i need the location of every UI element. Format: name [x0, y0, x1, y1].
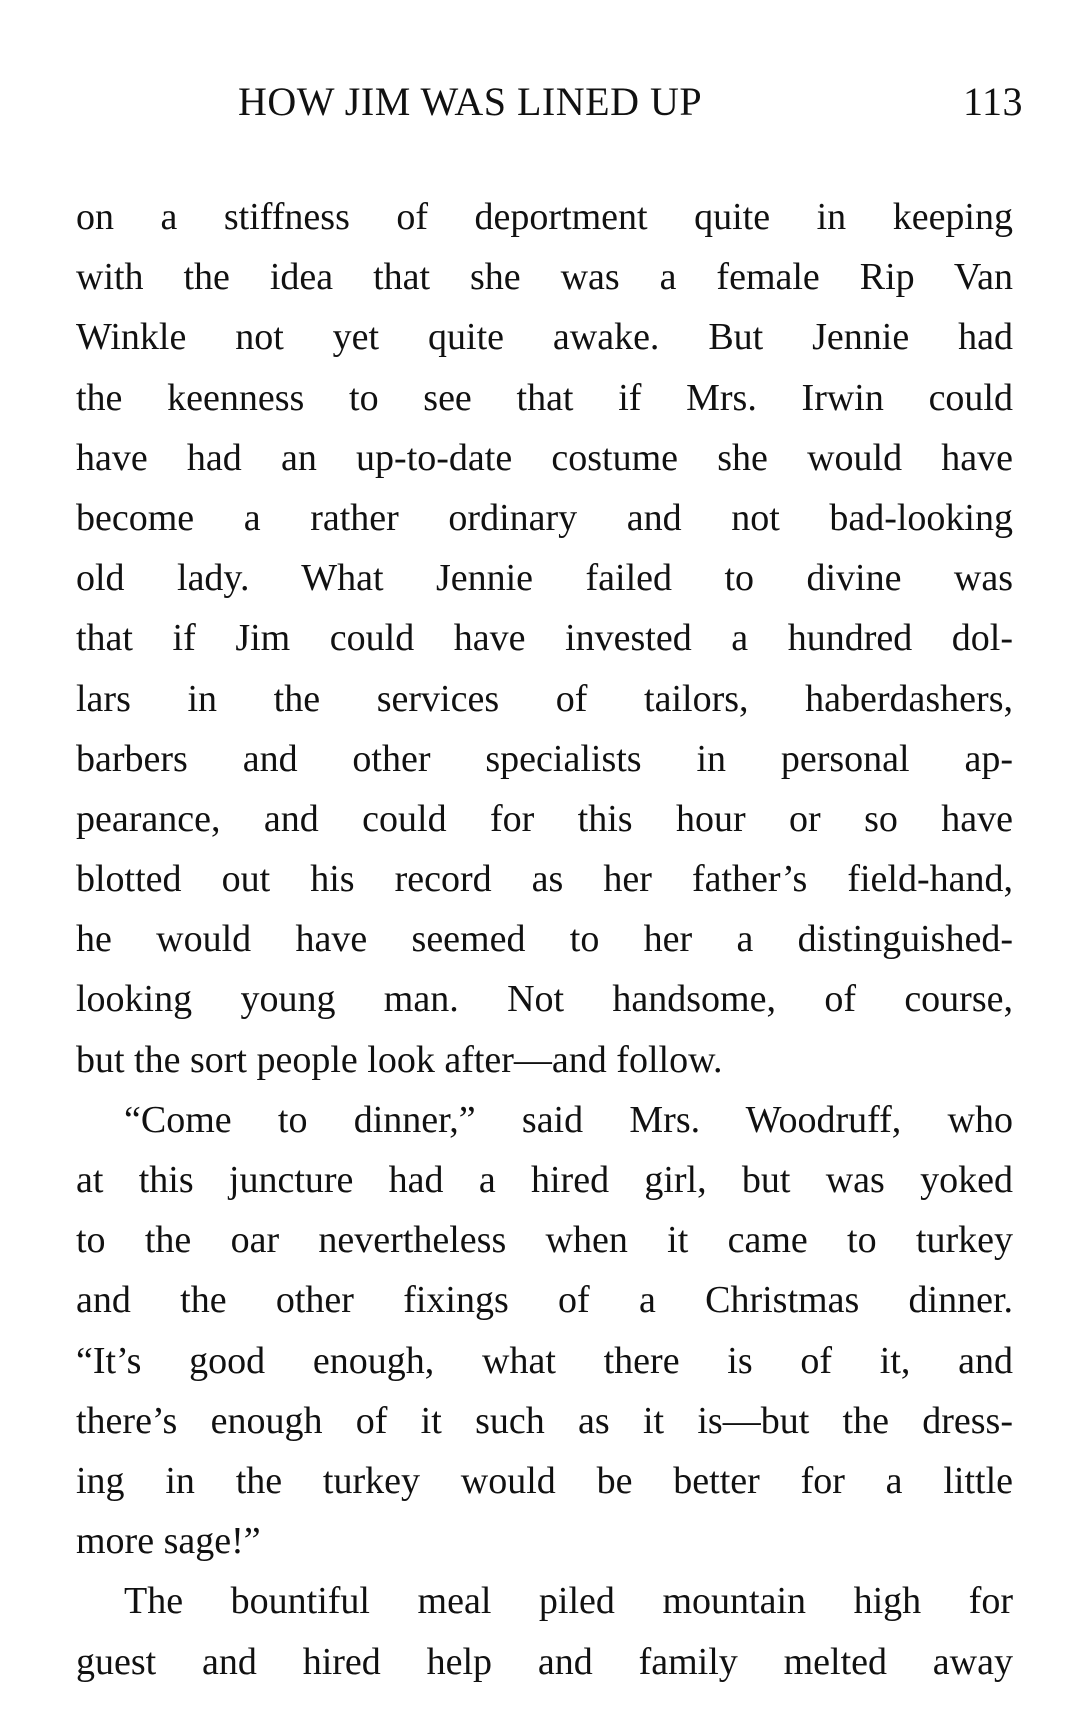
text-line: on a stiffness of deportment quite in keeping [76, 196, 1013, 238]
page-number: 113 [962, 79, 1023, 124]
text-line: and the other fixings of a Christmas dinner. [76, 1279, 1013, 1322]
text-line: with the idea that she was a female Rip Van [76, 256, 1013, 299]
paragraph-start-line: “Come to dinner,” said Mrs. Woodruff, who [124, 1098, 1013, 1141]
text-line: that if Jim could have invested a hundred dol- [76, 617, 1013, 660]
paragraph-start-line: The bountiful meal piled mountain high for [124, 1580, 1013, 1623]
text-line: the keenness to see that if Mrs. Irwin could [76, 376, 1013, 419]
text-line: old lady. What Jennie failed to divine was [76, 557, 1013, 600]
running-head [238, 78, 1023, 134]
body-text [76, 187, 1013, 1692]
text-line: there’s enough of it such as it is—but the dress- [76, 1399, 1013, 1442]
text-line: at this juncture had a hired girl, but was yoked [76, 1159, 1013, 1201]
text-line: he would have seemed to her a distinguished- [76, 918, 1013, 961]
text-line: have had an up-to-date costume she would have [76, 436, 1013, 479]
text-line: become a rather ordinary and not bad-looking [76, 496, 1013, 539]
text-line: blotted out his record as her father’s field-hand, [76, 858, 1013, 901]
text-line: ing in the turkey would be better for a little [76, 1459, 1013, 1502]
text-line: looking young man. Not handsome, of course, [76, 978, 1013, 1021]
text-line: “It’s good enough, what there is of it, and [76, 1339, 1013, 1382]
text-line: but the sort people look after—and follow. [76, 1038, 723, 1081]
text-line: barbers and other specialists in personal ap- [76, 737, 1013, 780]
text-line: guest and hired help and family melted away [76, 1640, 1013, 1683]
text-line: to the oar nevertheless when it came to turkey [76, 1219, 1013, 1262]
text-line: more sage!” [76, 1520, 261, 1563]
text-line: lars in the services of tailors, haberdashers, [76, 677, 1013, 720]
text-line: pearance, and could for this hour or so have [76, 797, 1013, 840]
running-title: HOW JIM WAS LINED UP [238, 79, 703, 124]
text-line: Winkle not yet quite awake. But Jennie had [76, 316, 1013, 359]
